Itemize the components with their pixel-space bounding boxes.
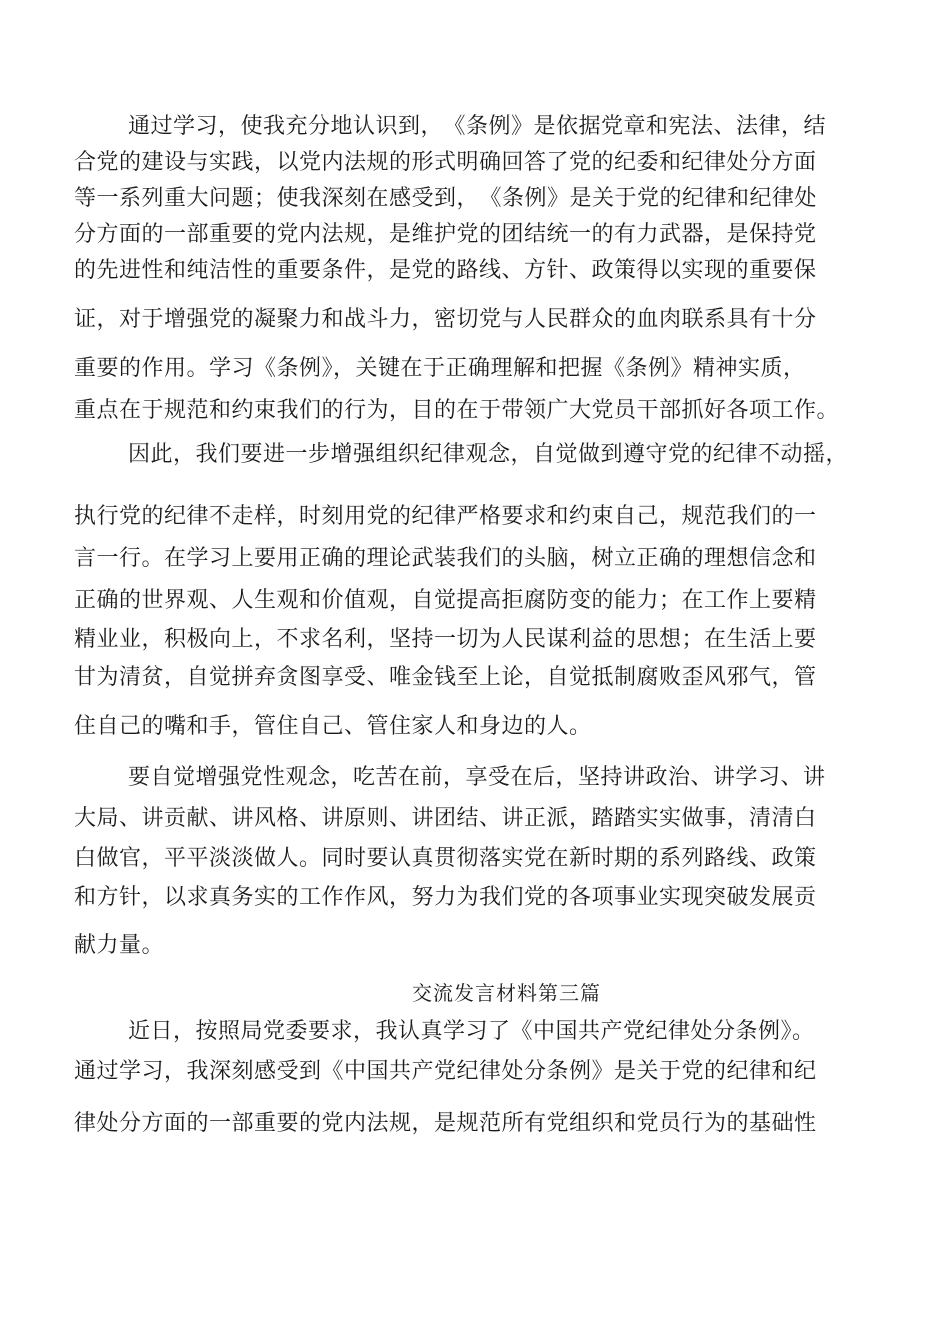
text-line: 通过学习，使我充分地认识到， 《条例》是依据党章和宪法、法律，结 [128,114,827,139]
text-line: 大局、讲贡献、讲风格、讲原则、讲团结、讲正派，踏踏实实做事，清清白 [74,806,817,831]
text-line: 精业业，积极向上，不求名利，坚持一切为人民谋利益的思想；在生活上要 [74,627,817,652]
text-line: 证，对于增强党的凝聚力和战斗力，密切党与人民群众的血肉联系具有十分 [74,307,817,332]
text-line: 住自己的嘴和手，管住自己、管住家人和身边的人。 [74,714,592,739]
text-line: 律处分方面的一部重要的党内法规，是规范所有党组织和党员行为的基础性 [74,1111,817,1136]
text-line: 等一系列重大问题；使我深刻在感受到， 《条例》是关于党的纪律和纪律处 [74,186,818,211]
text-line: 重要的作用。学习《条例》，关键在于正确理解和把握《条例》精神实质， [74,356,806,381]
text-line: 分方面的一部重要的党内法规，是维护党的团结统一的有力武器，是保持党 [74,222,817,247]
text-line: 重点在于规范和约束我们的行为，目的在于带领广大党员干部抓好各项工作。 [74,398,840,423]
text-line: 合党的建设与实践，以党内法规的形式明确回答了党的纪委和纪律处分方面 [74,150,817,175]
text-line: 和方针，以求真务实的工作作风，努力为我们党的各项事业实现突破发展贡 [74,885,817,910]
section-heading: 交流发言材料第三篇 [412,981,601,1005]
text-line: 通过学习，我深刻感受到《中国共产党纪律处分条例》是关于党的纪律和纪 [74,1059,817,1084]
text-line: 白做官，平平淡淡做人。同时要认真贯彻落实党在新时期的系列路线、政策 [74,846,817,871]
text-line: 献力量。 [74,933,165,958]
text-line: 言一行。在学习上要用正确的理论武装我们的头脑，树立正确的理想信念和 [74,546,817,571]
text-line: 正确的世界观、人生观和价值观，自觉提高拒腐防变的能力；在工作上要精 [74,588,817,613]
text-line: 的先进性和纯洁性的重要条件，是党的路线、方针、政策得以实现的重要保 [74,258,817,283]
text-line: 甘为清贫，自觉拼弃贪图享受、唯金钱至上论，自觉抵制腐败歪风邪气，管 [74,665,817,690]
text-line: 要自觉增强党性观念，吃苦在前，享受在后，坚持讲政治、讲学习、讲 [128,765,826,790]
text-line: 因此，我们要进一步增强组织纪律观念，自觉做到遵守党的纪律不动摇， [128,442,849,467]
text-line: 近日，按照局党委要求，我认真学习了《中国共产党纪律处分条例》。 [128,1019,815,1044]
text-line: 执行党的纪律不走样，时刻用党的纪律严格要求和约束自己，规范我们的一 [74,504,817,529]
